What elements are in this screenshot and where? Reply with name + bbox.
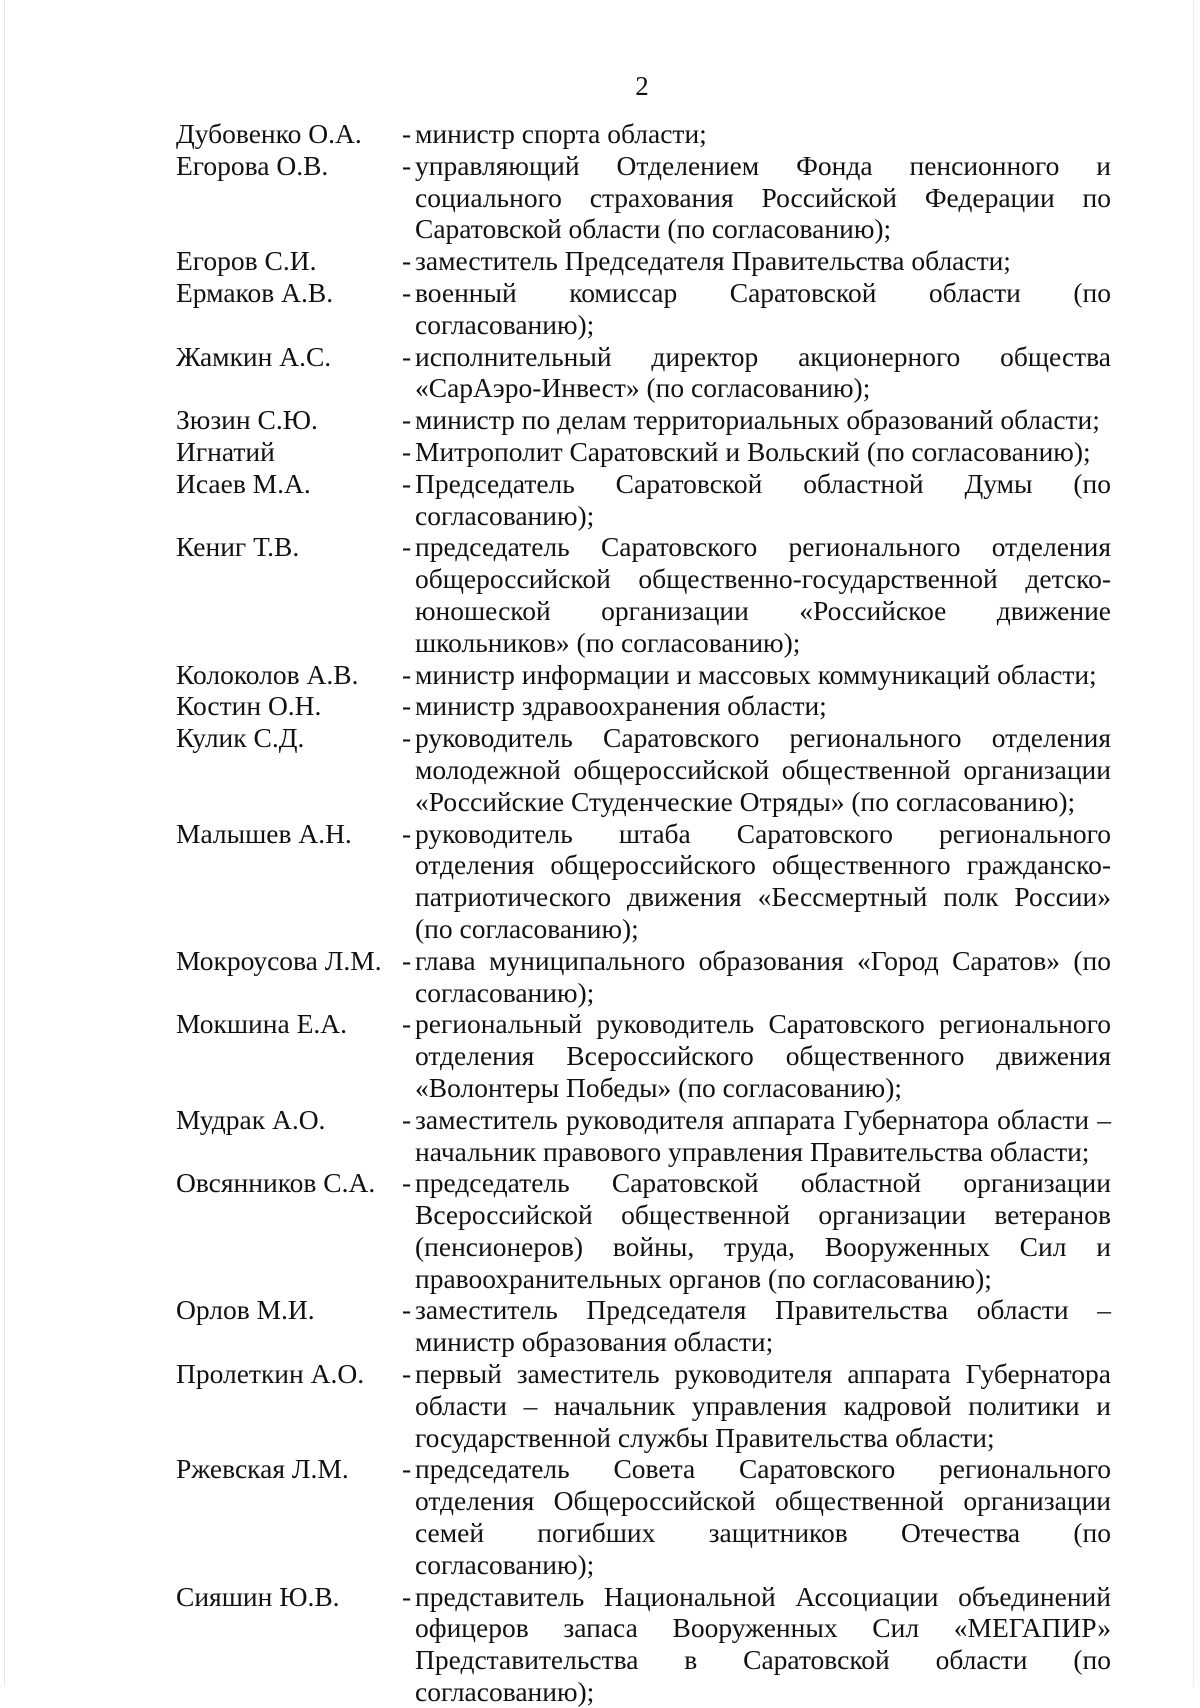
member-dash: - [402, 1453, 412, 1485]
member-role: заместитель Председателя Правительства области; [415, 245, 1011, 277]
member-name: Мудрак А.О. [176, 1103, 326, 1135]
member-role: руководитель Саратовского регионального отделения молодежной общероссийской общественной организации «Российские Студенческие Отряды» (по согласованию); [415, 722, 1111, 817]
member-name: Ермаков А.В. [176, 276, 334, 308]
member-dash: - [402, 245, 412, 277]
member-row [176, 404, 1111, 436]
member-row [176, 341, 1111, 405]
member-dash: - [402, 149, 412, 181]
member-row [176, 1104, 1111, 1168]
member-role: управляющий Отделением Фонда пенсионного и социального страхования Российской Федерации по Саратовской области (по согласованию); [415, 149, 1111, 245]
member-name: Малышев А.Н. [176, 817, 352, 849]
member-row [176, 1358, 1111, 1453]
member-dash: - [402, 1358, 412, 1390]
member-row [176, 468, 1111, 532]
member-row [176, 659, 1111, 691]
member-role: председатель Саратовской областной организации Всероссийской общественной организации ветеранов (пенсионеров) войны, труда, Вооруженных Сил и правоохранительных органов (по согласованию); [415, 1167, 1111, 1294]
member-role: председатель Совета Саратовского регионального отделения Общероссийской общественной организации семей погибших защитников Отечества (по согласованию); [415, 1453, 1111, 1580]
member-role: Митрополит Саратовский и Вольский (по согласованию); [415, 435, 1091, 467]
member-role: министр спорта области; [415, 118, 707, 149]
member-name: Кулик С.Д. [176, 722, 305, 754]
member-dash: - [402, 467, 412, 499]
member-role: министр информации и массовых коммуникаций области; [415, 658, 1097, 690]
member-row [176, 818, 1111, 945]
member-name: Орлов М.И. [176, 1294, 315, 1326]
member-row [176, 245, 1111, 277]
member-name: Игнатий [176, 435, 275, 467]
member-name: Жамкин А.С. [176, 340, 332, 372]
member-row [176, 1008, 1111, 1103]
member-list [176, 118, 1111, 1708]
member-role: заместитель Председателя Правительства области – министр образования области; [415, 1294, 1111, 1358]
member-role: глава муниципального образования «Город Саратов» (по согласованию); [415, 944, 1111, 1008]
member-role: руководитель штаба Саратовского регионального отделения общероссийского общественного гражданско-патриотического движения «Бессмертный полк России» (по согласованию); [415, 817, 1111, 944]
member-dash: - [402, 340, 412, 372]
member-row [176, 945, 1111, 1009]
member-name: Мокшина Е.А. [176, 1008, 347, 1040]
member-dash: - [402, 1294, 412, 1326]
member-row [176, 1453, 1111, 1580]
member-role: исполнительный директор акционерного общества «СарАэро-Инвест» (по согласованию); [415, 340, 1111, 404]
member-name: Дубовенко О.А. [176, 118, 362, 149]
member-dash: - [402, 690, 412, 722]
member-dash: - [402, 817, 412, 849]
member-role: Председатель Саратовской областной Думы (по согласованию); [415, 467, 1111, 531]
member-dash: - [402, 944, 412, 976]
member-row [176, 1167, 1111, 1294]
member-dash: - [402, 1008, 412, 1040]
member-role: министр здравоохранения области; [415, 690, 827, 722]
member-role: председатель Саратовского регионального отделения общероссийской общественно-государственной детско-юношеской организации «Российское движение школьников» (по согласованию); [415, 531, 1111, 658]
scan-edge-left [4, 0, 5, 1686]
member-name: Ржевская Л.М. [176, 1453, 349, 1485]
member-dash: - [402, 404, 412, 436]
member-name: Колоколов А.В. [176, 658, 359, 690]
member-name: Зюзин С.Ю. [176, 404, 318, 436]
member-role: региональный руководитель Саратовского регионального отделения Всероссийского общественного движения «Волонтеры Победы» (по согласованию); [415, 1008, 1111, 1103]
member-dash: - [402, 531, 412, 563]
member-name: Мокроусова Л.М. [176, 944, 382, 976]
member-role: первый заместитель руководителя аппарата Губернатора области – начальник управления кадровой политики и государственной службы Правительства области; [415, 1358, 1111, 1453]
member-name: Сияшин Ю.В. [176, 1580, 340, 1612]
member-role: военный комиссар Саратовской области (по согласованию); [415, 276, 1111, 340]
member-row [176, 690, 1111, 722]
member-role: министр по делам территориальных образований области; [415, 404, 1100, 436]
member-dash: - [402, 658, 412, 690]
page-number: 2 [635, 71, 649, 101]
member-name: Егоров С.И. [176, 245, 317, 277]
member-row [176, 1581, 1111, 1708]
member-dash: - [402, 1167, 412, 1199]
member-dash: - [402, 435, 412, 467]
member-name: Овсянников С.А. [176, 1167, 376, 1199]
member-name: Егорова О.В. [176, 149, 329, 181]
member-role: заместитель руководителя аппарата Губернатора области – начальник правового управления Правительства области; [415, 1103, 1111, 1167]
member-row [176, 531, 1111, 658]
member-row [176, 436, 1111, 468]
member-name: Кениг Т.В. [176, 531, 300, 563]
member-dash: - [402, 118, 412, 149]
member-row [176, 277, 1111, 341]
member-row [176, 1294, 1111, 1358]
member-dash: - [402, 1103, 412, 1135]
member-dash: - [402, 1580, 412, 1612]
member-dash: - [402, 722, 412, 754]
member-name: Исаев М.А. [176, 467, 311, 499]
member-role: представитель Национальной Ассоциации объединений офицеров запаса Вооруженных Сил «МЕГАПИР» Представительства в Саратовской области (по согласованию); [415, 1580, 1111, 1708]
member-dash: - [402, 276, 412, 308]
member-name: Пролеткин А.О. [176, 1358, 365, 1390]
member-name: Костин О.Н. [176, 690, 322, 722]
scan-edge-right [1193, 0, 1194, 1686]
member-row [176, 150, 1111, 245]
member-row [176, 722, 1111, 817]
member-row [176, 118, 1111, 150]
